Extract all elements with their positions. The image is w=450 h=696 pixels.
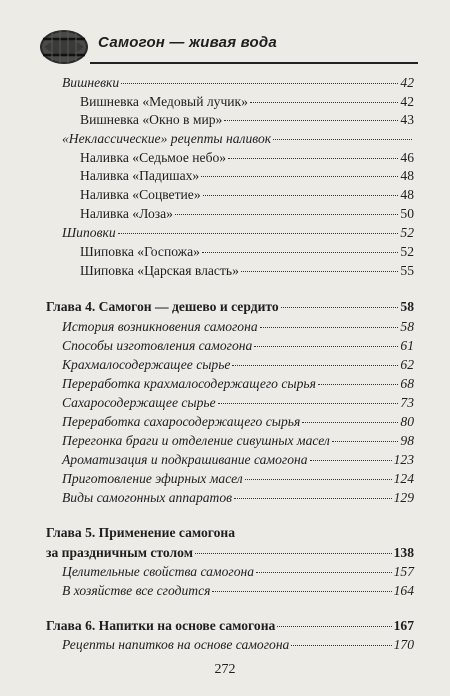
toc-entry — [62, 636, 414, 654]
entry-page: 164 — [393, 583, 414, 598]
entry-page: 48 — [400, 168, 414, 183]
entry-title: Переработка крахмалосодержащего сырья — [62, 376, 316, 391]
entry-page: 52 — [400, 225, 414, 240]
entry-title: Глава 4. Самогон — дешево и сердито — [46, 299, 279, 314]
toc-entry — [80, 167, 414, 185]
toc-entry — [62, 130, 414, 148]
entry-page: 58 — [400, 319, 414, 334]
chapter-entry — [46, 524, 414, 542]
entry-title: Ароматизация и подкрашивание самогона — [62, 452, 308, 467]
entry-page: 61 — [400, 338, 414, 353]
toc-entry — [62, 356, 414, 374]
chapter-entry — [46, 544, 414, 562]
toc-entry — [62, 432, 414, 450]
entry-page: 138 — [393, 545, 414, 560]
toc-entry — [80, 205, 414, 223]
entry-title: Наливка «Падишах» — [80, 168, 200, 183]
header-title: Самогон — живая вода — [98, 34, 277, 51]
entry-title: Вишневка «Окно в мир» — [80, 112, 223, 127]
entry-title: за праздничным столом — [46, 545, 193, 560]
entry-title: В хозяйстве все сгодится — [62, 583, 211, 598]
entry-page: 68 — [400, 376, 414, 391]
entry-title: Вишневки — [62, 75, 120, 90]
toc-entry — [62, 582, 414, 600]
entry-page: 48 — [400, 187, 414, 202]
entry-page: 129 — [393, 490, 414, 505]
entry-title: Наливка «Соцветие» — [80, 187, 201, 202]
entry-page: 55 — [400, 263, 414, 278]
entry-page: 98 — [400, 433, 414, 448]
entry-title: Крахмалосодержащее сырье — [62, 357, 231, 372]
toc-entry — [62, 394, 414, 412]
entry-title: Перегонка браги и отделение сивушных масел — [62, 433, 330, 448]
entry-page: 50 — [400, 206, 414, 221]
toc-entry — [62, 337, 414, 355]
entry-title: История возникновения самогона — [62, 319, 258, 334]
entry-page: 170 — [393, 637, 414, 652]
entry-page: 157 — [393, 564, 414, 579]
entry-title: Шиповка «Царская власть» — [80, 263, 239, 278]
entry-title: Глава 5. Применение самогона — [46, 525, 236, 540]
toc-entry — [80, 149, 414, 167]
entry-title: Шиповка «Госпожа» — [80, 244, 200, 259]
entry-title: Целительные свойства самогона — [62, 564, 255, 579]
toc-entry — [62, 224, 414, 242]
chapter-entry — [46, 298, 414, 316]
entry-page: 58 — [400, 299, 414, 314]
entry-title: Рецепты напитков на основе самогона — [62, 637, 290, 652]
entry-page: 43 — [400, 112, 414, 127]
chapter-entry — [46, 617, 414, 635]
toc-entry — [62, 74, 414, 92]
toc-entry — [62, 413, 414, 431]
entry-title: «Неклассические» рецепты наливок — [62, 131, 272, 146]
toc-entry — [62, 451, 414, 469]
toc-entry — [62, 470, 414, 488]
toc-entry — [80, 243, 414, 261]
entry-title: Виды самогонных аппаратов — [62, 490, 233, 505]
entry-page: 80 — [400, 414, 414, 429]
toc-entry — [80, 111, 414, 129]
entry-title: Шиповки — [62, 225, 116, 240]
toc-entry — [62, 563, 414, 581]
toc-entry — [80, 186, 414, 204]
entry-title: Переработка сахаросодержащего сырья — [62, 414, 301, 429]
toc-entry — [62, 375, 414, 393]
toc-entry — [62, 489, 414, 507]
entry-page: 52 — [400, 244, 414, 259]
entry-title: Сахаросодержащее сырье — [62, 395, 216, 410]
entry-title: Способы изготовления самогона — [62, 338, 253, 353]
toc-entry — [80, 93, 414, 111]
entry-page: 46 — [400, 150, 414, 165]
entry-title: Наливка «Седьмое небо» — [80, 150, 227, 165]
toc-entry — [62, 318, 414, 336]
entry-page: 123 — [393, 452, 414, 467]
entry-title: Вишневка «Медовый лучик» — [80, 94, 248, 109]
entry-title: Приготовление эфирных масел — [62, 471, 243, 486]
entry-page: 167 — [393, 618, 414, 633]
page-number: 272 — [214, 662, 236, 677]
entry-title: Наливка «Лоза» — [80, 206, 173, 221]
entry-page: 73 — [400, 395, 414, 410]
entry-page: 42 — [400, 75, 414, 90]
entry-title: Глава 6. Напитки на основе самогона — [46, 618, 276, 633]
toc-entry — [80, 262, 414, 280]
entry-page: 124 — [393, 471, 414, 486]
entry-page: 42 — [400, 94, 414, 109]
entry-page: 62 — [400, 357, 414, 372]
